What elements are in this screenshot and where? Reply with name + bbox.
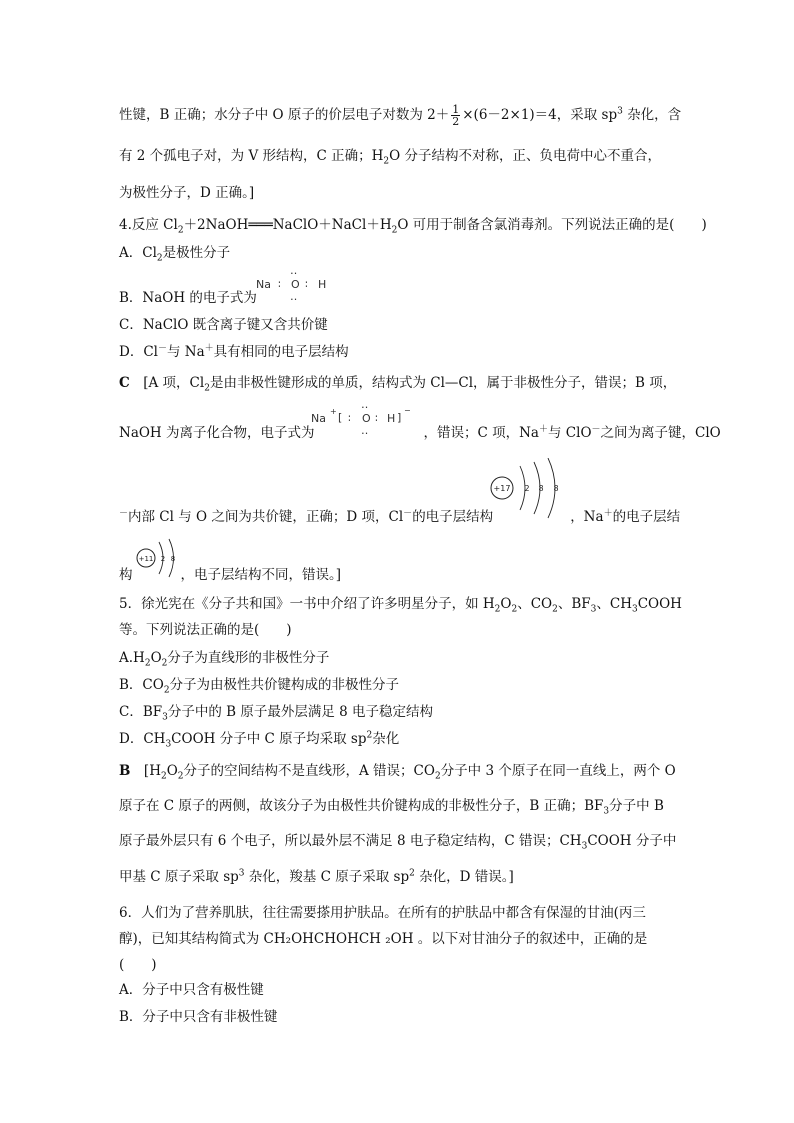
text-segment: [H [143, 763, 161, 779]
text-segment: 与 ClO [548, 425, 592, 441]
text-line [119, 104, 681, 127]
text-segment: ×(6－2×1)＝4，采取 sp [462, 107, 618, 123]
electron-dots: ‥ [290, 264, 298, 277]
shell-electron-count: 2 [524, 484, 530, 493]
text-segment: O 可用于制备含氯消毒剂。下列说法正确的是( ) [397, 217, 707, 233]
superscript: 2 [409, 868, 415, 879]
text-segment: A.H [119, 650, 145, 666]
text-segment: 分子中 B [609, 798, 664, 814]
text-segment: D．CH [119, 731, 166, 747]
electron-dots: ‥ [361, 424, 369, 437]
answer-letter: C [119, 375, 130, 391]
text-segment: O 分子结构不对称，正、负电荷中心不重合， [389, 148, 661, 164]
electron-dots: ‥ [290, 290, 298, 303]
text-segment: A．Cl [119, 245, 157, 261]
text-segment: 分子为由极性共价键构成的非极性分子 [169, 677, 400, 693]
text-segment: [A 项，Cl [143, 375, 205, 391]
text-segment: 杂化，含 [622, 107, 682, 123]
text-segment: D．Cl [119, 344, 158, 360]
subscript: 2 [177, 225, 184, 236]
text-segment: ，Na [570, 509, 604, 525]
question-5-stem: 等。下列说法正确的是( ) [119, 622, 292, 638]
text-segment: O [166, 763, 178, 779]
answer-letter: B [119, 763, 131, 779]
electron-pair: ∶ [278, 278, 281, 291]
atom-symbol: Na [256, 278, 271, 291]
answer-4-line [119, 374, 676, 392]
subscript: 3 [162, 712, 168, 723]
answer-5-line [119, 762, 676, 780]
text-segment: 内部 Cl 与 O 之间为共价键，正确；D 项，Cl [128, 509, 404, 525]
subscript: 2 [494, 604, 501, 615]
atom-symbol: Na [311, 412, 326, 425]
text-segment: 有 2 个孤电子对，为 V 形结构，C 正确；H [119, 148, 384, 164]
text-segment: 具有相同的电子层结构 [213, 344, 349, 360]
text-segment: 的电子层结 [612, 509, 681, 525]
text-segment: 与 Na [167, 344, 205, 360]
text-segment: NaOH 为离子化合物，电子式为 [119, 425, 315, 441]
text-segment: ，错误；C 项，Na [423, 425, 539, 441]
subscript: 2 [511, 604, 518, 615]
text-segment: O [500, 596, 512, 612]
text-segment: B．CO [119, 677, 164, 693]
text-segment: 4.反应 Cl [119, 217, 178, 233]
subscript: 2 [383, 156, 390, 167]
text-segment: 分子中 3 个原子在同一直线上，两个 O [440, 763, 676, 779]
option-d [119, 343, 349, 361]
answer-5-line [119, 797, 664, 815]
text-segment: 甲基 C 原子采取 sp [119, 869, 239, 885]
subscript: 3 [590, 604, 597, 615]
superscript: － [157, 343, 167, 354]
atom-symbol: H [318, 278, 327, 291]
text-segment: B．NaOH 的电子式为 [119, 290, 257, 306]
charge-sign: + [330, 407, 337, 416]
text-line [119, 147, 661, 165]
text-segment: 分子为直线形的非极性分子 [167, 650, 330, 666]
nucleus-charge: +11 [138, 555, 154, 563]
text-segment: O [150, 650, 162, 666]
text-line: 为极性分子，D 正确。] [119, 185, 255, 201]
fraction-denominator: 2 [452, 115, 460, 128]
subscript: 2 [144, 658, 151, 669]
text-segment: 杂化，羧基 C 原子采取 sp [244, 869, 410, 885]
question-4-stem [119, 216, 707, 234]
shell-electron-count: 8 [170, 555, 176, 563]
superscript: 3 [238, 868, 245, 879]
text-segment: 5．徐光宪在《分子共和国》一书中介绍了许多明星分子，如 H [119, 596, 495, 612]
subscript: 2 [177, 771, 184, 782]
subscript: 3 [581, 841, 588, 852]
text-segment: COOH 分子中 [587, 833, 677, 849]
cl-ion-shell-diagram [484, 458, 566, 522]
text-segment: 杂化 [372, 731, 400, 747]
answer-5-line [119, 832, 676, 850]
superscript: － [119, 508, 129, 519]
electron-pair: ∶ [348, 412, 351, 425]
subscript: 2 [160, 771, 167, 782]
shell-electron-count: 8 [553, 484, 559, 493]
nucleus-charge: +17 [493, 484, 511, 493]
question-6-stem: 6．人们为了营养肌肤，往往需要搽用护肤品。在所有的护肤品中都含有保湿的甘油(丙三 [119, 905, 646, 921]
text-segment: C．BF [119, 704, 163, 720]
text-segment: COOH [637, 596, 682, 612]
superscript: ＋ [538, 424, 548, 435]
answer-4-line [119, 508, 680, 526]
electron-dots: ‥ [361, 398, 369, 411]
shell-electron-count: 2 [160, 555, 166, 563]
fraction [451, 104, 460, 127]
text-segment: 、CH [596, 596, 632, 612]
text-segment: COOH 分子中 C 原子均采取 sp [171, 731, 367, 747]
option-a [119, 244, 230, 262]
bracket: [ [338, 411, 343, 424]
text-segment: 、BF [557, 596, 591, 612]
option-c [119, 703, 433, 721]
text-segment: 是极性分子 [162, 245, 231, 261]
subscript: 2 [161, 658, 168, 669]
superscript: － [403, 508, 413, 519]
text-segment: 分子的空间结构不是直线形，A 错误；CO [183, 763, 435, 779]
subscript: 2 [156, 253, 163, 264]
option-a: A．分子中只含有极性键 [119, 982, 264, 998]
superscript: 2 [366, 730, 373, 741]
option-a [119, 649, 329, 667]
option-c: C．NaClO 既含离子键又含共价键 [119, 317, 328, 333]
answer-5-line [119, 868, 514, 886]
text-segment: 性键，B 正确；水分子中 O 原子的价层电子对数为 2＋ [119, 107, 450, 123]
electron-pair: ∶ [375, 412, 378, 425]
text-segment: ，电子层结构不同，错误。] [180, 567, 342, 583]
electron-pair: ∶ [305, 278, 308, 291]
option-d [119, 730, 399, 748]
subscript: 2 [204, 383, 210, 394]
subscript: 3 [165, 739, 172, 750]
option-b [119, 676, 399, 694]
subscript: 2 [391, 225, 398, 236]
superscript: － [591, 424, 601, 435]
question-5-stem [119, 595, 682, 613]
fraction-numerator: 1 [452, 103, 460, 116]
atom-symbol: O [291, 278, 300, 291]
text-segment: ＋2NaOH═══NaClO＋NaCl＋H [183, 217, 392, 233]
question-6-stem: ( ) [119, 957, 157, 973]
subscript: 3 [631, 604, 638, 615]
superscript: ＋ [204, 343, 214, 354]
option-b [119, 289, 257, 307]
naoh-ionic-electron-formula [311, 398, 421, 438]
question-6-stem: 醇)，已知其结构简式为 CH₂OHCHOHCH ₂OH 。以下对甘油分子的叙述中，正确的是 [119, 931, 648, 947]
text-segment: 是由非极性键形成的单质，结构式为 Cl—Cl，属于非极性分子，错误；B 项， [209, 375, 677, 391]
text-segment: 的电子层结构 [412, 509, 494, 525]
option-b: B．分子中只含有非极性键 [119, 1009, 278, 1025]
superscript: ＋ [603, 508, 613, 519]
text-segment: 杂化，D 错误。] [414, 869, 514, 885]
text-segment: 原子最外层只有 6 个电子，所以最外层不满足 8 电子稳定结构，C 错误；CH [119, 833, 582, 849]
naoh-electron-formula [256, 264, 336, 303]
superscript: 3 [617, 106, 623, 117]
text-segment: 、CO [517, 596, 553, 612]
atom-symbol: H [387, 412, 396, 425]
charge-sign: − [404, 406, 411, 415]
na-ion-shell-diagram [131, 537, 183, 579]
text-segment: 之间为离子键，ClO [600, 425, 721, 441]
subscript: 3 [603, 806, 610, 817]
text-segment: 原子在 C 原子的两侧，故该分子为由极性共价键构成的非极性分子，B 正确；BF [119, 798, 604, 814]
bracket: ] [397, 411, 402, 424]
subscript: 2 [434, 771, 441, 782]
subscript: 2 [163, 685, 170, 696]
subscript: 2 [552, 604, 558, 615]
atom-symbol: O [362, 412, 371, 425]
text-segment: 分子中的 B 原子最外层满足 8 电子稳定结构 [167, 704, 434, 720]
shell-electron-count: 8 [538, 484, 544, 493]
text-segment: 构 [119, 567, 133, 583]
